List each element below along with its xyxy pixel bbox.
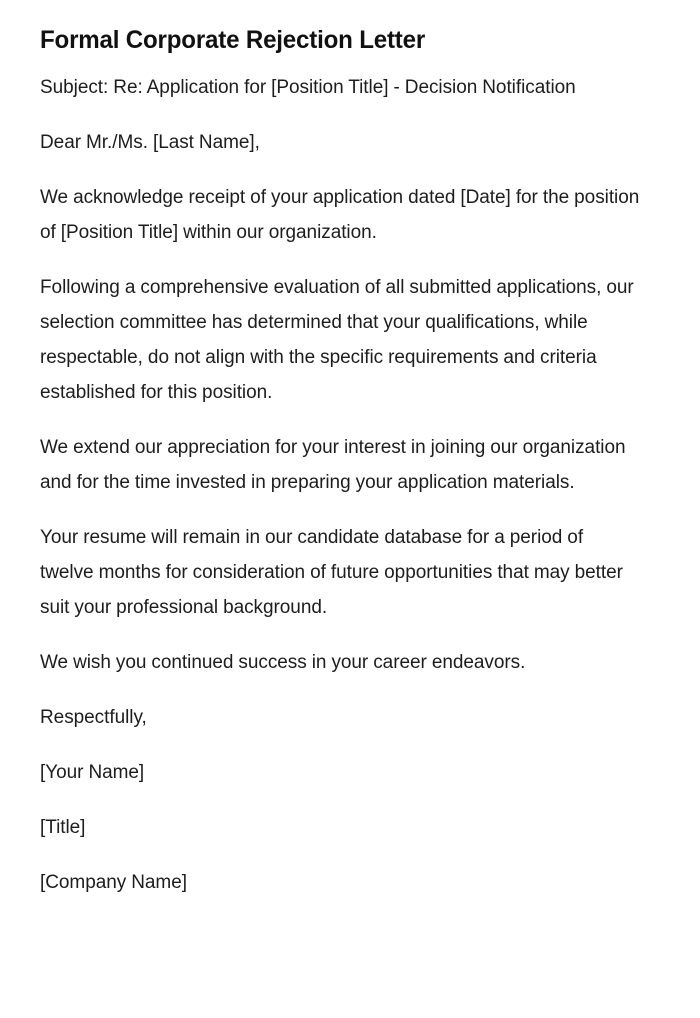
signature-title: [Title] [40,817,86,838]
subject-line: Subject: Re: Application for [Position Title] - Decision Notification [40,77,576,98]
closing-salutation: Respectfully, [40,707,147,728]
resume-retention-paragraph: Your resume will remain in our candidate database for a period of twelve months for consideration of future opportunities that may better suit your professional background. [40,527,623,618]
salutation: Dear Mr./Ms. [Last Name], [40,132,260,153]
well-wishes-paragraph: We wish you continued success in your career endeavors. [40,652,526,673]
decision-paragraph: Following a comprehensive evaluation of all submitted applications, our selection committee has determined that your qualifications, while respectable, do not align with the specific requirements and criteria established for this position. [40,277,634,403]
signature-company: [Company Name] [40,872,187,893]
page-title: Formal Corporate Rejection Letter [40,26,426,54]
appreciation-paragraph: We extend our appreciation for your interest in joining our organization and for the time invested in preparing your application materials. [40,437,626,493]
acknowledgement-paragraph: We acknowledge receipt of your application dated [Date] for the position of [Position Title] within our organization. [40,187,640,243]
signature-name: [Your Name] [40,762,145,783]
